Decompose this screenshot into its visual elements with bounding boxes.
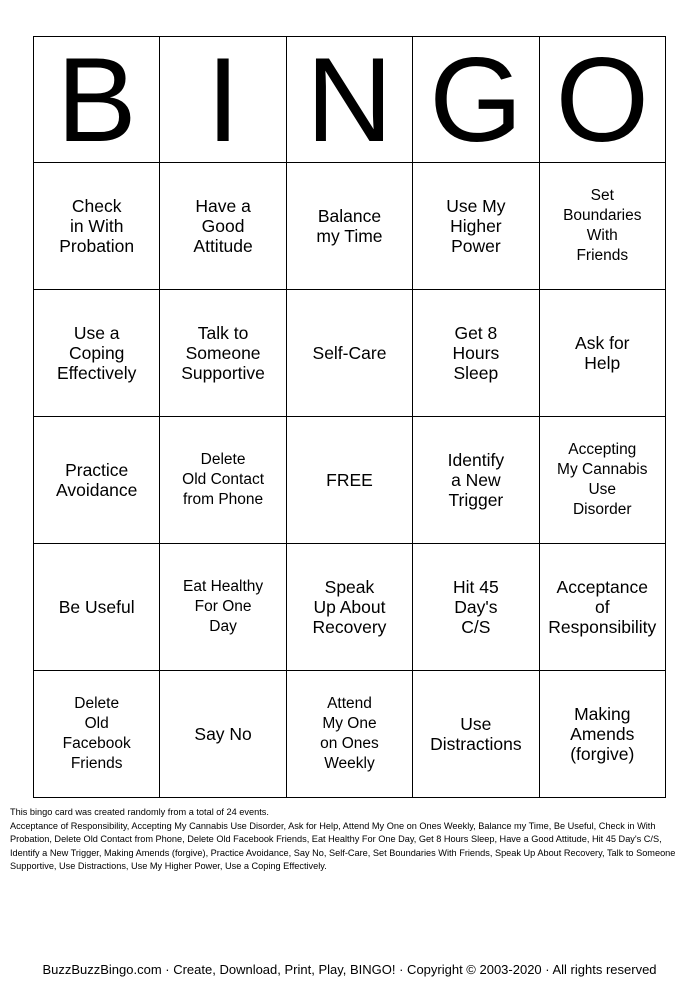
bingo-header-row <box>34 37 666 163</box>
bingo-card <box>33 32 666 798</box>
bingo-cell <box>539 417 665 544</box>
cell-text: Have a Good Attitude <box>193 196 253 256</box>
cell-text: Ask for Help <box>575 333 630 373</box>
bingo-row-3 <box>34 417 666 544</box>
cell-text: Attend My One on Ones Weekly <box>320 695 379 772</box>
cell-text: Acceptance of Responsibility <box>548 577 657 637</box>
bingo-cell <box>34 163 160 290</box>
header-letter-b: B <box>34 37 160 163</box>
bingo-cell <box>413 671 539 798</box>
bingo-cell <box>160 671 286 798</box>
cell-text: Practice Avoidance <box>55 460 138 500</box>
bingo-cell <box>539 290 665 417</box>
bingo-cell <box>413 163 539 290</box>
bingo-row-5 <box>34 671 666 798</box>
cell-text: Balance my Time <box>316 206 383 246</box>
cell-text: Say No <box>194 724 252 744</box>
bingo-cell <box>34 671 160 798</box>
cell-text: Use Distractions <box>430 714 522 754</box>
bingo-cell <box>286 290 412 417</box>
cell-text: Get 8 Hours Sleep <box>452 323 500 383</box>
bingo-cell <box>286 544 412 671</box>
bingo-row-4 <box>34 544 666 671</box>
bingo-cell <box>539 544 665 671</box>
bingo-cell <box>539 163 665 290</box>
card-info-event-list: Acceptance of Responsibility, Accepting My Cannabis Use Disorder, Ask for Help, Attend My One on Ones Weekly, Balance my Time, Be Useful, Check in With Probation, Delete Old Contact from Phone, Delete Old Facebook Friends, Eat Healthy For One Day, Get 8 Hours Sleep, Have a Good Attitude, Hit 45 Day's C/S, Identify a New Trigger, Making Amends (forgive), Practice Avoidance, Say No, Self-Care, Set Boundaries With Friends, Speak Up About Recovery, Talk to Someone Supportive, Use Distractions, Use My Higher Power, Use a Coping Effectively. <box>10 820 676 872</box>
bingo-cell <box>413 544 539 671</box>
cell-text: Eat Healthy For One Day <box>183 578 264 635</box>
bingo-cell <box>413 417 539 544</box>
bingo-cell <box>160 544 286 671</box>
free-space-cell <box>286 417 412 544</box>
cell-text: Check in With Probation <box>59 196 135 256</box>
bingo-cell <box>286 163 412 290</box>
header-letter-n: N <box>286 37 412 163</box>
bingo-cell <box>160 417 286 544</box>
card-info-summary: This bingo card was created randomly from a total of 24 events. <box>10 807 269 817</box>
cell-text: Set Boundaries With Friends <box>563 187 642 264</box>
cell-text: Self-Care <box>312 343 387 363</box>
header-letter-g: G <box>413 37 539 163</box>
bingo-cell <box>34 544 160 671</box>
cell-text: Identify a New Trigger <box>447 450 505 510</box>
bingo-cell <box>413 290 539 417</box>
bingo-cell <box>160 290 286 417</box>
cell-text: Hit 45 Day's C/S <box>453 577 499 637</box>
card-info <box>10 806 690 874</box>
cell-text: Delete Old Facebook Friends <box>62 695 131 772</box>
cell-text: Be Useful <box>58 597 135 617</box>
bingo-cell <box>34 417 160 544</box>
cell-text: Accepting My Cannabis Use Disorder <box>557 441 648 518</box>
bingo-cell <box>539 671 665 798</box>
cell-text: Delete Old Contact from Phone <box>182 451 265 508</box>
cell-text: Talk to Someone Supportive <box>181 323 265 383</box>
cell-text: FREE <box>326 470 373 490</box>
cell-text: Speak Up About Recovery <box>312 577 387 637</box>
bingo-cell <box>286 671 412 798</box>
bingo-cell <box>34 290 160 417</box>
bingo-row-2 <box>34 290 666 417</box>
header-letter-o: O <box>539 37 665 163</box>
cell-text: Making Amends (forgive) <box>570 704 635 764</box>
cell-text: Use My Higher Power <box>446 196 506 256</box>
bingo-row-1 <box>34 163 666 290</box>
footer-copyright: BuzzBuzzBingo.com · Create, Download, Print, Play, BINGO! · Copyright © 2003-2020 · All rights reserved <box>42 962 657 977</box>
header-letter-i: I <box>160 37 286 163</box>
bingo-cell <box>160 163 286 290</box>
cell-text: Use a Coping Effectively <box>56 323 137 383</box>
